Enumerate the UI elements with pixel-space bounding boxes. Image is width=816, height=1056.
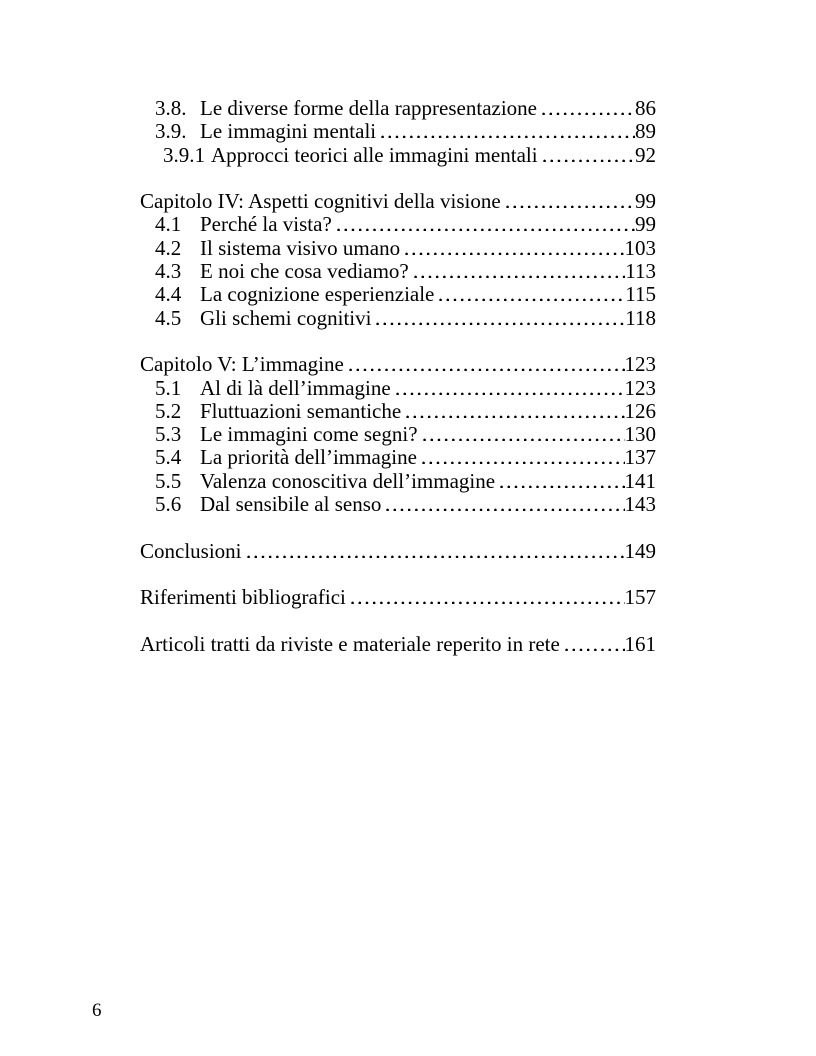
toc-entry-page: 141 (624, 468, 656, 493)
toc-entry (140, 540, 656, 563)
dot-leader (563, 647, 625, 651)
toc-entry-number: 3.8. (155, 96, 187, 120)
toc-entry (140, 97, 656, 120)
dot-leader (394, 391, 625, 395)
toc-entry-title: Al di là dell’immagine (200, 375, 391, 400)
toc-entry-title: Il sistema visivo umano (200, 235, 401, 260)
toc-entry-title: Riferimenti bibliografici (140, 585, 346, 610)
toc-entry-title: La cognizione esperienziale (200, 282, 435, 307)
toc-entry (140, 237, 656, 260)
toc-entry-title: Le immagini come segni? (200, 422, 418, 447)
dot-leader (384, 507, 624, 511)
toc-entry (140, 120, 656, 143)
toc-entry (140, 260, 656, 283)
toc-entry-title: Capitolo V: L’immagine (140, 352, 344, 377)
toc-entry-title: Gli schemi cognitivi (200, 305, 372, 330)
toc-entry-title: Le diverse forme della rappresentazione (200, 96, 537, 120)
toc-entry (140, 353, 656, 376)
toc-entry-number: 5.1 (155, 375, 182, 400)
dot-leader (421, 437, 625, 441)
dot-leader (403, 251, 624, 255)
toc-entry-number: 4.1 (155, 212, 182, 237)
toc-entry-page: 130 (624, 422, 656, 447)
toc-entry-page: 126 (624, 398, 656, 423)
toc-entry-page: 143 (624, 492, 656, 517)
toc-entry-page: 137 (624, 445, 656, 470)
toc-entry-number: 4.3 (155, 259, 182, 284)
toc-entry-page: 86 (635, 96, 656, 120)
toc-entry-title: E noi che cosa vediamo? (200, 259, 409, 284)
dot-leader (379, 134, 635, 138)
dot-leader (540, 111, 635, 115)
dot-leader (374, 321, 625, 325)
toc-entry-page: 92 (635, 142, 656, 167)
dot-leader (245, 554, 625, 558)
dot-leader (504, 204, 635, 208)
toc-entry-title: Valenza conoscitiva dell’immagine (200, 468, 496, 493)
toc-entry (140, 446, 656, 469)
toc-entry-title: Articoli tratti da riviste e materiale reperito in rete (140, 631, 560, 656)
toc-entry-page: 123 (624, 375, 656, 400)
toc-entry (140, 423, 656, 446)
toc-entry-page: 118 (625, 305, 656, 330)
dot-leader (412, 274, 626, 278)
toc-entry-title: La priorità dell’immagine (200, 445, 417, 470)
toc-entry-page: 123 (624, 352, 656, 377)
toc-entry (140, 400, 656, 423)
toc-entry (140, 586, 656, 609)
toc-entry-number: 4.5 (155, 305, 182, 330)
toc-entry-title: Perché la vista? (200, 212, 332, 237)
toc-entry-title: Le immagini mentali (200, 119, 377, 144)
toc-entry-page: 157 (624, 585, 656, 610)
toc-entry-number: 5.3 (155, 422, 182, 447)
dot-leader (541, 158, 635, 162)
toc-entry-number: 3.9.1 (163, 142, 205, 167)
toc-entry (140, 283, 656, 306)
toc-entry (140, 633, 656, 656)
toc-entry-page: 161 (624, 631, 656, 656)
toc-entry-title: Dal sensibile al senso (200, 492, 382, 517)
toc-entry-page: 149 (624, 538, 656, 563)
table-of-contents (140, 97, 656, 656)
toc-entry (140, 493, 656, 516)
toc-entry (140, 190, 656, 213)
toc-entry-title: Fluttuazioni semantiche (200, 398, 402, 423)
dot-leader (420, 460, 625, 464)
toc-entry-number: 4.2 (155, 235, 182, 260)
toc-entry-page: 99 (635, 212, 656, 237)
toc-entry-page: 89 (635, 119, 656, 144)
dot-leader (349, 600, 625, 604)
toc-entry-title: Approcci teorici alle immagini mentali (211, 142, 538, 167)
page-number: 6 (92, 1000, 102, 1021)
toc-entry-page: 115 (625, 282, 656, 307)
toc-entry-number: 4.4 (155, 282, 182, 307)
dot-leader (335, 227, 635, 231)
dot-leader (498, 484, 624, 488)
toc-entry (140, 377, 656, 400)
toc-entry-number: 5.5 (155, 468, 182, 493)
dot-leader (404, 414, 624, 418)
toc-entry (140, 470, 656, 493)
toc-entry-page: 103 (624, 235, 656, 260)
toc-entry-title: Conclusioni (140, 538, 242, 563)
toc-entry-page: 99 (635, 189, 656, 214)
toc-entry (163, 144, 656, 167)
toc-entry-number: 5.2 (155, 398, 182, 423)
toc-entry-number: 5.4 (155, 445, 182, 470)
toc-entry-number: 5.6 (155, 492, 182, 517)
toc-entry-page: 113 (625, 259, 656, 284)
toc-entry (140, 307, 656, 330)
dot-leader (437, 297, 625, 301)
toc-entry (140, 213, 656, 236)
dot-leader (347, 367, 625, 371)
toc-entry-number: 3.9. (155, 119, 187, 144)
toc-entry-title: Capitolo IV: Aspetti cognitivi della visione (140, 189, 501, 214)
